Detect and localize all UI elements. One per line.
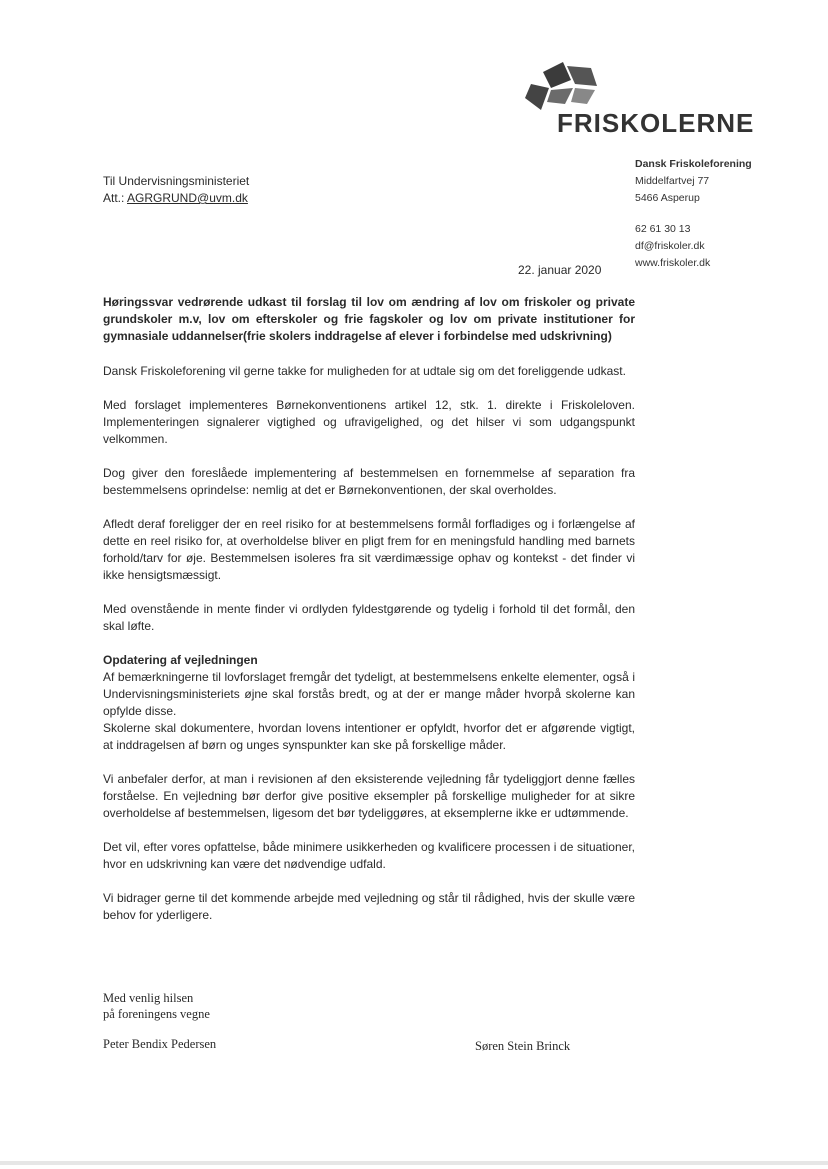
signer-left: Peter Bendix Pedersen bbox=[103, 1037, 217, 1051]
letter-subject: Høringssvar vedrørende udkast til forslag til lov om ændring af lov om friskoler og private grundskoler m.v, lov om efterskoler og frie fagskoler og lov om private institutioner for gymnasiale uddannelser(frie skolers inddragelse af elever i forbindelse med udskrivning) bbox=[103, 295, 635, 343]
letter-body bbox=[103, 294, 635, 941]
paragraph: Med forslaget implementeres Børnekonventionens artikel 12, stk. 1. direkte i Friskoleloven. Implementeringen signalerer vigtighed og ufravigelighed, og det hilser vi som udgangspunkt velkommen. bbox=[103, 398, 635, 446]
logo-wordmark: FRISKOLERNE bbox=[557, 108, 755, 138]
scan-edge bbox=[0, 1161, 828, 1165]
closing-block bbox=[103, 990, 210, 1022]
sender-email: df@friskoler.dk bbox=[635, 240, 705, 252]
friskolerne-logo-icon bbox=[521, 58, 601, 114]
recipient-att bbox=[103, 190, 249, 207]
paragraph: Dog giver den foreslåede implementering af bestemmelsen en fornemmelse af separation fra bestemmelsens oprindelse: nemlig at det er Børnekonventionen, der skal overholdes. bbox=[103, 466, 635, 497]
paragraph: Afledt deraf foreligger der en reel risiko for at bestemmelsens formål forfladiges og i forlængelse af dette en reel risiko for, at overholdelse bliver en pligt frem for en meningsfuld handling med barnets forhold/tarv for øje. Bestemmelsen isoleres fra sit værdimæssige ophav og kontekst - det finder vi ikke hensigtsmæssigt. bbox=[103, 517, 635, 582]
letter-date: 22. januar 2020 bbox=[518, 263, 602, 277]
closing-on-behalf: på foreningens vegne bbox=[103, 1007, 210, 1021]
paragraph: Vi bidrager gerne til det kommende arbejde med vejledning og står til rådighed, hvis der skulle være behov for yderligere. bbox=[103, 891, 635, 922]
att-label: Att.: bbox=[103, 191, 125, 205]
paragraph: Skolerne skal dokumentere, hvordan lovens intentioner er opfyldt, hvorfor det er afgørende vigtigt, at inddragelsen af børn og unges synspunkter kan ske på forskellige måder. bbox=[103, 721, 635, 752]
signer-right: Søren Stein Brinck bbox=[475, 1039, 571, 1053]
paragraph: Af bemærkningerne til lovforslaget fremgår det tydeligt, at bestemmelsens enkelte elementer, også i Undervisningsministeriets øjne skal forstås bredt, og at der er mange måder hvorpå skolerne kan opfylde disse. bbox=[103, 670, 635, 718]
sender-block bbox=[635, 156, 752, 272]
paragraph: Med ovenstående in mente finder vi ordlyden fyldestgørende og tydelig i forhold til det formål, den skal løfte. bbox=[103, 602, 635, 633]
paragraph: Dansk Friskoleforening vil gerne takke for muligheden for at udtale sig om det foreliggende udkast. bbox=[103, 364, 626, 378]
sender-phone: 62 61 30 13 bbox=[635, 223, 691, 235]
section-heading: Opdatering af vejledningen bbox=[103, 653, 258, 667]
sender-street: Middelfartvej 77 bbox=[635, 175, 710, 187]
paragraph: Vi anbefaler derfor, at man i revisionen af den eksisterende vejledning får tydeliggjort denne fælles forståelse. En vejledning bør derfor give positive eksempler på forskellige muligheder for at sikre overholdelse af bestemmelsen, ligesom det bør tydeliggøres, at eksemplerne ikke er udtømmende. bbox=[103, 772, 635, 820]
sender-name: Dansk Friskoleforening bbox=[635, 158, 752, 170]
paragraph: Det vil, efter vores opfattelse, både minimere usikkerheden og kvalificere processen i de situationer, hvor en udskrivning kan være det nødvendige udfald. bbox=[103, 840, 635, 871]
recipient-line: Til Undervisningsministeriet bbox=[103, 174, 250, 188]
recipient-block bbox=[103, 173, 249, 207]
sender-web: www.friskoler.dk bbox=[635, 257, 711, 269]
att-email-link[interactable]: AGRGRUND@uvm.dk bbox=[127, 191, 248, 205]
closing-greeting: Med venlig hilsen bbox=[103, 991, 194, 1005]
sender-city: 5466 Asperup bbox=[635, 192, 700, 204]
